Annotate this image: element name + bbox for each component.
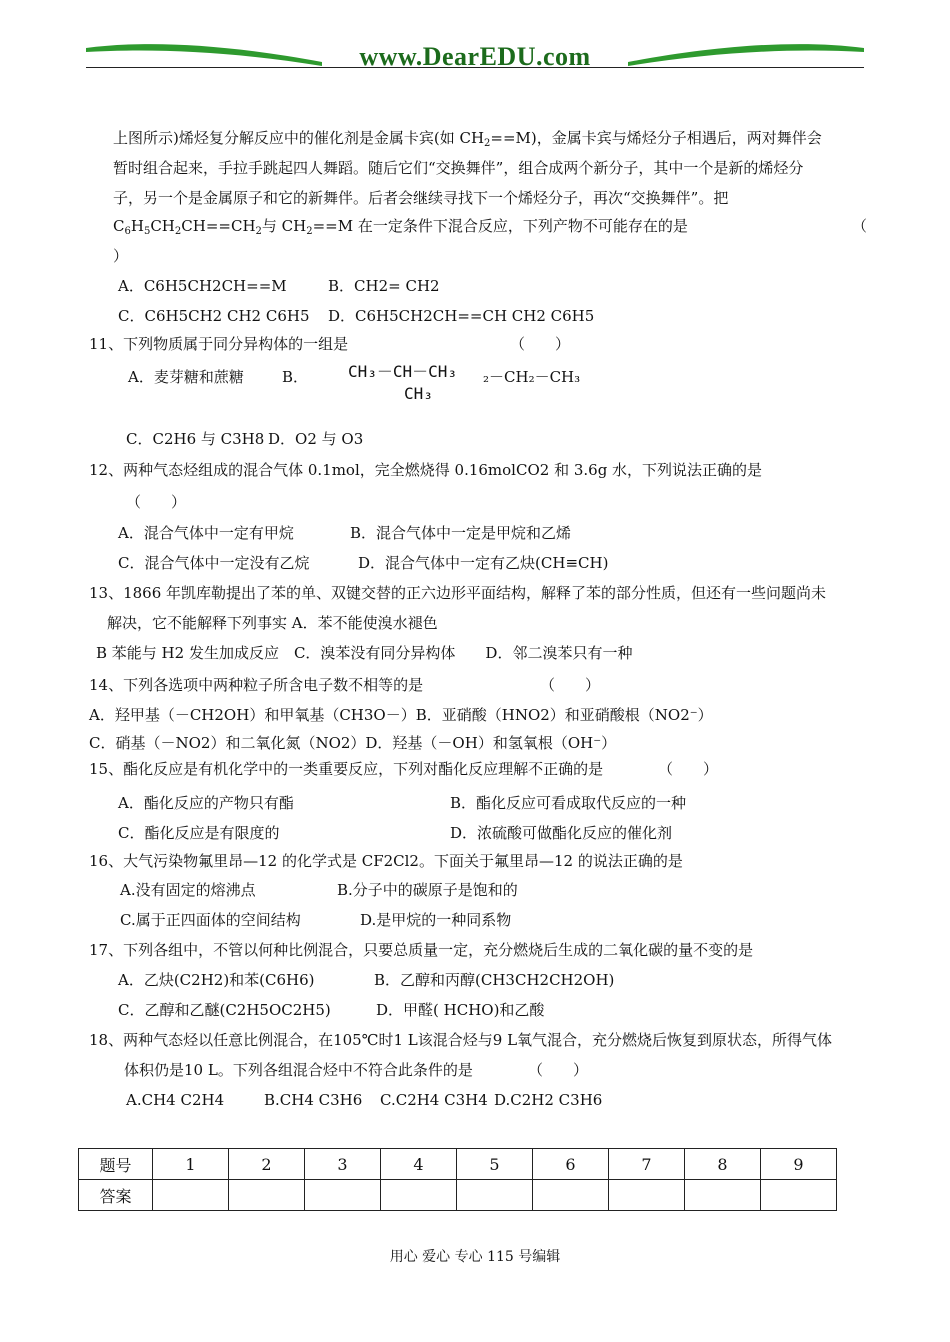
answer-cell[interactable] — [457, 1180, 533, 1211]
question-number-cell: 3 — [305, 1149, 381, 1180]
q16-stem: 16、大气污染物氟里昂—12 的化学式是 CF2Cl2。下面关于氟里昂—12 的说法正确的是 — [89, 852, 683, 870]
q14-stem: 14、下列各选项中两种粒子所含电子数不相等的是 — [89, 676, 424, 694]
q17-stem: 17、下列各组中，不管以何种比例混合，只要总质量一定，充分燃烧后生成的二氧化碳的量不变的是 — [89, 941, 754, 959]
question-number-cell: 7 — [609, 1149, 685, 1180]
q13-stem-2: 解决，它不能解释下列事实 A．苯不能使溴水褪色 — [107, 614, 438, 632]
q15-option-b[interactable]: B．酯化反应可看成取代反应的一种 — [450, 794, 687, 812]
question-number-cell: 4 — [381, 1149, 457, 1180]
q12-option-b[interactable]: B．混合气体中一定是甲烷和乙烯 — [350, 524, 572, 542]
q15-stem: 15、酯化反应是有机化学中的一类重要反应，下列对酯化反应理解不正确的是 — [89, 760, 604, 778]
intro-line-2: 暂时组合起来，手拉手跳起四人舞蹈。随后它们“交换舞伴”，组合成两个新分子，其中一个是新的烯烃分 — [113, 159, 804, 177]
q17-option-d[interactable]: D．甲醛( HCHO)和乙酸 — [376, 1001, 545, 1019]
q12-option-d[interactable]: D．混合气体中一定有乙炔(CH≡CH) — [358, 554, 609, 572]
q10-option-c[interactable]: C．C6H5CH2 CH2 C6H5 — [118, 307, 310, 325]
answer-cell[interactable] — [609, 1180, 685, 1211]
q14-options-cd[interactable]: C．硝基（－NO2）和二氧化氮（NO2）D．羟基（－OH）和氢氧根（OH⁻） — [89, 734, 617, 752]
q11-option-a[interactable]: A．麦芽糖和蔗糖 — [128, 368, 244, 386]
q11-stem: 11、下列物质属于同分异构体的一组是 — [89, 335, 349, 353]
q15-option-c[interactable]: C．酯化反应是有限度的 — [118, 824, 280, 842]
question-number-cell: 9 — [761, 1149, 837, 1180]
answer-header: 答案 — [79, 1180, 153, 1211]
intro-line-4: $C_6H_5CH_2CH==CH_2$与 $CH_2==M$ 在一定条件下混合反应，下列产物不可能存在的是 — [113, 217, 688, 237]
question-number-cell: 8 — [685, 1149, 761, 1180]
q12-paren: （ ） — [126, 493, 187, 511]
q16-option-a[interactable]: A.没有固定的熔沸点 — [120, 881, 256, 899]
answer-cell[interactable] — [381, 1180, 457, 1211]
q12-option-a[interactable]: A．混合气体中一定有甲烷 — [118, 524, 294, 542]
q11-option-c[interactable]: C．C2H6 与 C3H8 — [126, 430, 265, 448]
header-rule — [86, 67, 864, 68]
q11-option-b-label[interactable]: B． — [282, 368, 309, 386]
question-number-row — [79, 1149, 837, 1180]
intro-line-1: 上图所示)烯烃复分解反应中的催化剂是金属卡宾(如 $CH_2==M$)，金属卡宾与烯烃分子相遇后，两对舞伴会 — [113, 129, 822, 149]
question-number-header: 题号 — [79, 1149, 153, 1180]
site-brand[interactable]: www.DearEDU.com — [359, 42, 591, 71]
q18-option-c[interactable]: C.C2H4 C3H4 — [380, 1091, 488, 1109]
intro-paren-close: ） — [113, 247, 129, 265]
q13-options[interactable]: B 苯能与 H2 发生加成反应 C．溴苯没有同分异构体 D．邻二溴苯只有一种 — [96, 644, 633, 662]
q12-stem: 12、两种气态烃组成的混合气体 0.1mol，完全燃烧得 0.16molCO2 和 3.6g 水，下列说法正确的是 — [89, 461, 763, 479]
q17-option-c[interactable]: C．乙醇和乙醚(C2H5OC2H5) — [118, 1001, 331, 1019]
q10-option-a[interactable]: A．C6H5CH2CH==M — [118, 277, 287, 295]
question-number-cell: 1 — [153, 1149, 229, 1180]
q18-stem-2: 体积仍是10 L。下列各组混合烃中不符合此条件的是 — [124, 1061, 473, 1079]
page-footer: 用心 爱心 专心 115 号编辑 — [389, 1249, 561, 1265]
q12-option-c[interactable]: C．混合气体中一定没有乙烷 — [118, 554, 310, 572]
q18-stem: 18、两种气态烃以任意比例混合，在105℃时1 L该混合烃与9 L氧气混合，充分燃烧后恢复到原状态，所得气体 — [89, 1031, 833, 1049]
q14-paren: （ ） — [540, 676, 601, 694]
answer-cell[interactable] — [153, 1180, 229, 1211]
q15-option-a[interactable]: A．酯化反应的产物只有酯 — [118, 794, 294, 812]
q16-option-c[interactable]: C.属于正四面体的空间结构 — [120, 911, 301, 929]
q18-paren: （ ） — [528, 1061, 589, 1079]
q15-paren: （ ） — [658, 760, 719, 778]
answer-cell[interactable] — [761, 1180, 837, 1211]
q18-option-d[interactable]: D.C2H2 C3H6 — [494, 1091, 603, 1109]
q11-structural-formula: CH₃－CH－CH₃ — [348, 362, 458, 381]
question-number-cell: 5 — [457, 1149, 533, 1180]
q15-option-d[interactable]: D．浓硫酸可做酯化反应的催化剂 — [450, 824, 673, 842]
q18-option-b[interactable]: B.CH4 C3H6 — [264, 1091, 363, 1109]
q10-option-d[interactable]: D．C6H5CH2CH==CH CH2 C6H5 — [328, 307, 595, 325]
answer-cell[interactable] — [229, 1180, 305, 1211]
question-number-cell: 6 — [533, 1149, 609, 1180]
answer-cell[interactable] — [533, 1180, 609, 1211]
q11-paren: （ ） — [510, 335, 571, 353]
q17-option-b[interactable]: B．乙醇和丙醇(CH3CH2CH2OH) — [374, 971, 615, 989]
answer-cell[interactable] — [685, 1180, 761, 1211]
q11-formula-tail: ₂－CH₂－CH₃ — [483, 368, 581, 386]
q13-stem: 13、1866 年凯库勒提出了苯的单、双键交替的正六边形平面结构，解释了苯的部分性质，但还有一些问题尚未 — [89, 584, 827, 602]
q10-option-b[interactable]: B．CH2= CH2 — [328, 277, 440, 295]
q16-option-d[interactable]: D.是甲烷的一种同系物 — [360, 911, 512, 929]
q16-option-b[interactable]: B.分子中的碳原子是饱和的 — [337, 881, 518, 899]
q18-option-a[interactable]: A.CH4 C2H4 — [126, 1091, 225, 1109]
answer-table — [78, 1148, 837, 1211]
answer-row — [79, 1180, 837, 1211]
q14-options-ab[interactable]: A．羟甲基（－CH2OH）和甲氧基（CH3O－）B．亚硝酸（HNO2）和亚硝酸根（NO2⁻） — [89, 706, 713, 724]
q11-formula-branch: CH₃ — [404, 384, 433, 403]
q17-option-a[interactable]: A．乙炔(C2H2)和苯(C6H6) — [118, 971, 315, 989]
intro-line-3: 子，另一个是金属原子和它的新舞伴。后者会继续寻找下一个烯烃分子，再次“交换舞伴”。把 — [113, 189, 729, 207]
answer-cell[interactable] — [305, 1180, 381, 1211]
question-number-cell: 2 — [229, 1149, 305, 1180]
intro-paren-open: （ — [852, 217, 868, 235]
page-header — [86, 36, 864, 76]
q11-option-d[interactable]: D．O2 与 O3 — [268, 430, 364, 448]
